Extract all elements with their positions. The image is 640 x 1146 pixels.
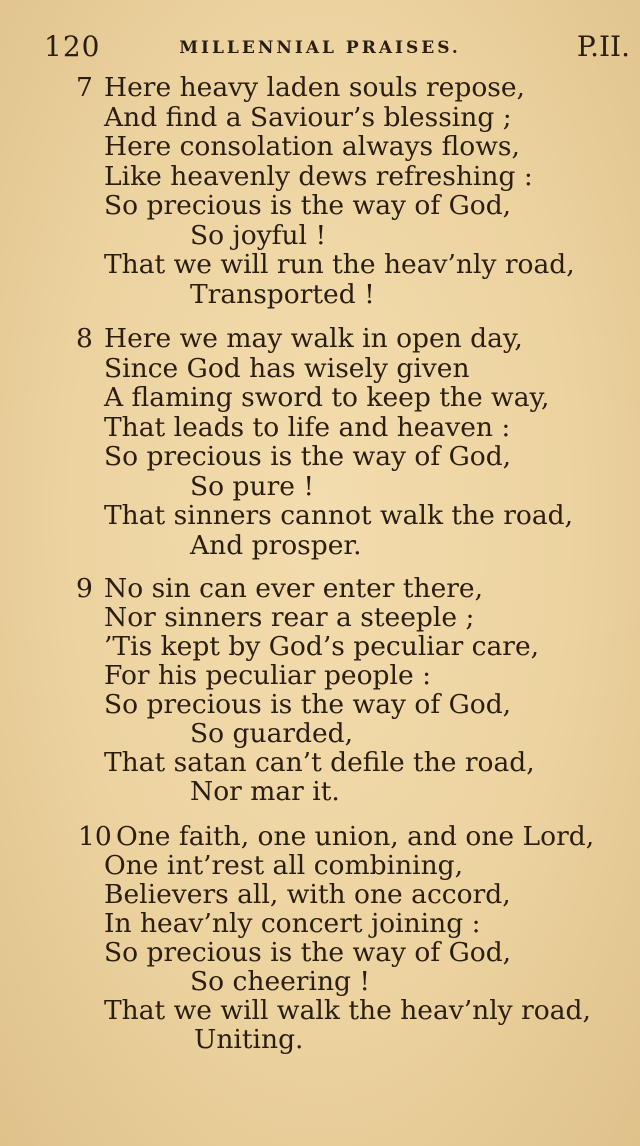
verse-line: So pure ! xyxy=(190,471,314,502)
running-head xyxy=(0,30,640,70)
verse-line: Uniting. xyxy=(194,1024,304,1055)
verse-line: That sinners cannot walk the road, xyxy=(104,500,574,531)
verse-line: In heav’nly concert joining : xyxy=(104,908,481,939)
stanza-number: 7 xyxy=(76,72,93,103)
verse-line: So precious is the way of God, xyxy=(104,190,512,221)
verse-line: For his peculiar people : xyxy=(104,660,432,691)
verse-line: No sin can ever enter there, xyxy=(104,573,484,604)
verse-line: And find a Saviour’s blessing ; xyxy=(104,102,512,133)
verse-line: ’Tis kept by God’s peculiar care, xyxy=(104,631,540,662)
verse-line: Believers all, with one accord, xyxy=(104,879,511,910)
verse-line: So joyful ! xyxy=(190,220,327,251)
verse-line: So cheering ! xyxy=(190,966,371,997)
verse-line: So precious is the way of God, xyxy=(104,441,512,472)
verse-line: Nor mar it. xyxy=(190,776,340,807)
book-title: MILLENNIAL PRAISES. xyxy=(179,38,461,58)
verse-line: That leads to life and heaven : xyxy=(104,412,511,443)
verse-line: Nor sinners rear a steeple ; xyxy=(104,602,475,633)
verse-line: Here heavy laden souls repose, xyxy=(104,72,525,103)
verse-line: One faith, one union, and one Lord, xyxy=(116,821,595,852)
verse-line: Here consolation always flows, xyxy=(104,131,520,162)
verse-line: One int’rest all combining, xyxy=(104,850,464,881)
verse-line: And prosper. xyxy=(190,530,362,561)
verse-line: That we will run the heav’nly road, xyxy=(104,249,575,280)
verse-line: Here we may walk in open day, xyxy=(104,323,523,354)
verse-line: Transported ! xyxy=(190,279,375,310)
verse-line: Since God has wisely given xyxy=(104,353,470,384)
verse-line: That satan can’t defile the road, xyxy=(104,747,535,778)
part-label: P.II. xyxy=(576,30,630,63)
verse-line: So guarded, xyxy=(190,718,354,749)
verse-line: Like heavenly dews refreshing : xyxy=(104,161,533,192)
page-number: 120 xyxy=(44,30,101,63)
verse-line: So precious is the way of God, xyxy=(104,937,512,968)
stanza-number: 8 xyxy=(76,323,93,354)
stanza-number: 10 xyxy=(78,821,112,852)
stanza-number: 9 xyxy=(76,573,93,604)
verse-line: A flaming sword to keep the way, xyxy=(104,382,550,413)
verse-line: So precious is the way of God, xyxy=(104,689,512,720)
verse-line: That we will walk the heav’nly road, xyxy=(104,995,591,1026)
